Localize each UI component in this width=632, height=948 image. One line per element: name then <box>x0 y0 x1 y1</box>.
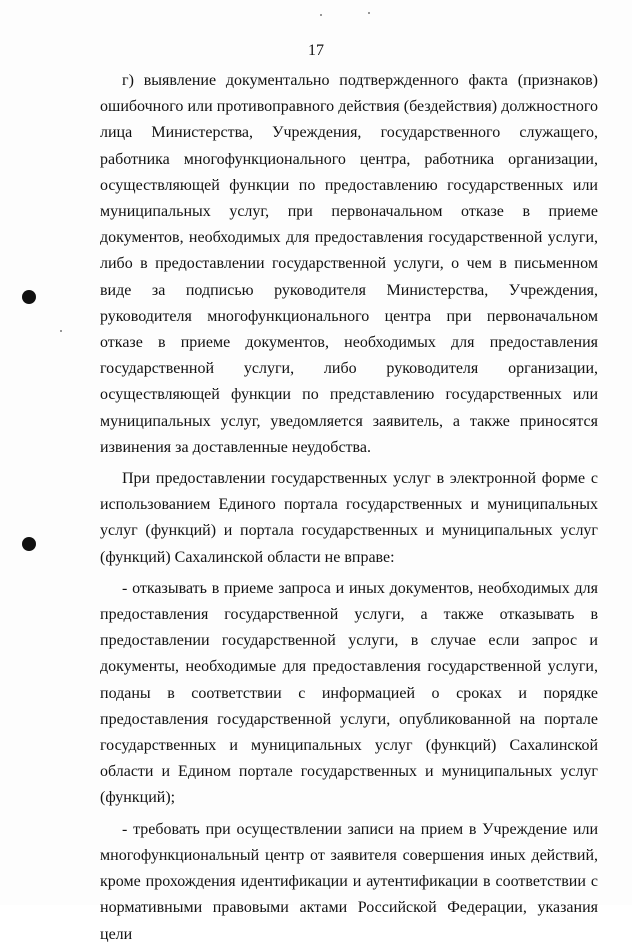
scan-speck <box>368 12 370 14</box>
paragraph-2: При предоставлении государственных услуг в электронной форме с использованием Единого портала государственных и муниципальных услуг (функций) и портала государственных и муниципальных услуг (функций) Сахалинской области не вправе: <box>100 470 598 566</box>
document-text <box>100 68 598 948</box>
paragraph-3: - отказывать в приеме запроса и иных документов, необходимых для предоставления государственной услуги, а также отказывать в предоставлении государственной услуги, в случае если запрос и документы, необходимые для предоставления государственной услуги, поданы в соответствии с информацией о сроках и порядке предоставления государственной услуги, опубликованной на портале государственных и муниципальных услуг (функций) Сахалинской области и Едином портале государственных и муниципальных услуг (функций); <box>100 579 598 807</box>
punch-hole-top <box>22 290 36 304</box>
page-number: 17 <box>308 42 324 59</box>
scan-speck <box>60 330 62 332</box>
punch-hole-bottom <box>22 537 36 551</box>
paragraph-4: - требовать при осуществлении записи на прием в Учреждение или многофункциональный центр от заявителя совершения иных действий, кроме прохождения идентификации и аутентификации в соответствии с нормативными правовыми актами Российской Федерации, указания цели <box>100 820 598 943</box>
scan-speck <box>320 14 322 16</box>
paragraph-1: г) выявление документально подтвержденного факта (признаков) ошибочного или противоправного действия (бездействия) должностного лица Министерства, Учреждения, государственного служащего, работника многофункционального центра, работника организации, осуществляющей функции по предоставлению государственных или муниципальных услуг, при первоначальном отказе в приеме документов, необходимых для предоставления государственной услуги, либо в предоставлении государственной услуги, о чем в письменном виде за подписью руководителя Министерства, Учреждения, руководителя многофункционального центра при первоначальном отказе в приеме документов, необходимых для предоставления государственной услуги, либо руководителя организации, осуществляющей функции по представлению государственных или муниципальных услуг, уведомляется заявитель, а также приносятся извинения за доставленные неудобства. <box>100 72 598 456</box>
